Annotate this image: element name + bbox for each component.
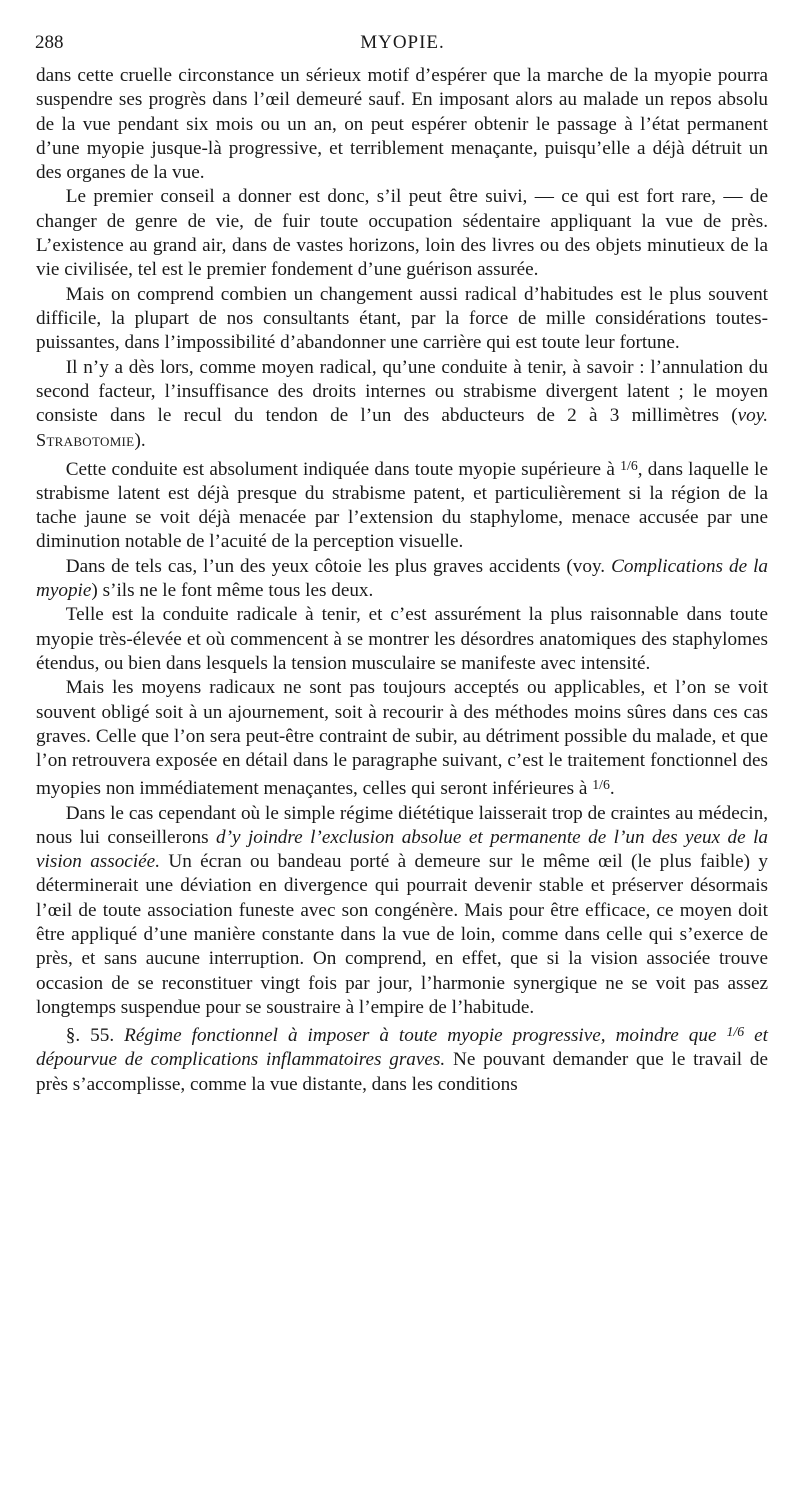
fraction: 1/6	[620, 457, 638, 473]
fraction: 1/6	[592, 777, 610, 793]
paragraph: Le premier conseil a donner est donc, s’il peut être suivi, — ce qui est fort rare, — de changer de genre de vie, de fuir toute occupation sédentaire appliquant la vue de près. L’existence au grand air, dans de vastes horizons, loin des livres ou des objets minutieux de la vie civilisée, tel est le premier fondement d’une guérison assurée.	[36, 186, 768, 281]
italic-reference: Complications de la myopie	[36, 555, 768, 602]
body-text	[36, 64, 768, 1097]
fraction: 1/6	[726, 1024, 745, 1040]
cross-reference: voy.	[737, 405, 768, 427]
paragraph: Il n’y a dès lors, comme moyen radical, qu’une conduite à tenir, à savoir : l’annulation du second facteur, l’insuffisance des droits internes ou strabisme divergent latent ; le moyen consiste dans le recul du tendon de l’un des abducteurs de 2 à 3 millimètres (voy. Strabotomie).	[36, 356, 768, 452]
paragraph-continued: dans cette cruelle circonstance un sérieux motif d’espérer que la marche de la myopie pourra suspendre ses progrès dans l’œil demeuré sauf. En imposant alors au malade un repos absolu de la vue pendant six mois ou un an, on peut espérer obtenir le passage à l’état permanent d’une myopie jusque-là progressive, et terriblement menaçante, puisqu’elle a déjà détruit un des organes de la vue.	[36, 65, 768, 184]
paragraph: Dans de tels cas, l’un des yeux côtoie les plus graves accidents (voy. Complications de la myopie) s’ils ne le font même tous les deux.	[36, 555, 768, 602]
page-header	[35, 32, 770, 56]
page-number: 288	[35, 32, 64, 53]
section-number: §. 55.	[65, 1025, 115, 1047]
section-paragraph: §. 55. Régime fonctionnel à imposer à toute myopie progressive, moindre que $^{1/6}$ et dépourvue de complications inflammatoires graves. Ne pouvant demander que le travail de près s’accomplisse, comme la vue distante, dans les conditions	[36, 1024, 768, 1095]
paragraph: Cette conduite est absolument indiquée dans toute myopie supérieure à $^{1/6}$, dans laquelle le strabisme latent est déjà presque du strabisme patent, et particulièrement si la région de la tache jaune se voit déjà menacée par l’extension du staphylome, menace accusée par une diminution notable de l’acuité de la perception visuelle.	[36, 457, 768, 553]
paragraph: Mais les moyens radicaux ne sont pas toujours acceptés ou applicables, et l’on se voit souvent obligé soit à un ajournement, soit à recourir à des méthodes moins sûres dans ces cas graves. Celle que l’on sera peut-être contraint de subir, au détriment possible du malade, et que l’on retrouvera exposée en détail dans le paragraphe suivant, c’est le traitement fonctionnel des myopies non immédiatement menaçantes, celles qui seront inférieures à $^{1/6}$.	[36, 677, 768, 800]
running-head: MYOPIE.	[360, 32, 445, 53]
italic-emphasis: d’y joindre l’exclusion absolue et permanente de l’un des yeux de la vision associée.	[36, 826, 769, 873]
paragraph: Mais on comprend combien un changement aussi radical d’habitudes est le plus souvent difficile, la plupart de nos consultants étant, par la force de mille considérations toutes-puissantes, dans l’impossibilité d’abandonner une carrière qui est toute leur fortune.	[36, 283, 768, 354]
section-title: Régime fonctionnel à imposer à toute myopie progressive, moindre que $^{1/6}$ et dépourvue de complications inflammatoires graves.	[36, 1024, 768, 1071]
small-caps-reference: Strabotomie	[36, 430, 135, 451]
paragraph: Dans le cas cependant où le simple régime diététique laisserait trop de craintes au médecin, nous lui conseillerons d’y joindre l’exclusion absolue et permanente de l’un des yeux de la vision associée. Un écran ou bandeau porté à demeure sur le même œil (le plus faible) y déterminerait une déviation en divergence qui pourrait devenir stable et préserver désormais l’œil de toute association funeste avec son congénère. Mais pour être efficace, ce moyen doit être appliqué d’une manière constante dans la vue de loin, comme dans celle qui s’exerce de près, et sans aucune interruption. On comprend, en effet, que si la vision associée trouve occasion de se reconstituer vingt fois par jour, l’harmonie synergique ne se voit pas assez longtemps suspendue pour se soustraire à l’empire de l’habitude.	[36, 802, 769, 1018]
paragraph: Telle est la conduite radicale à tenir, et c’est assurément la plus raisonnable dans toute myopie très-élevée et où commencent à se montrer les désordres anatomiques des staphylomes étendus, ou bien dans lesquels la tension musculaire se manifeste avec intensité.	[36, 604, 768, 674]
